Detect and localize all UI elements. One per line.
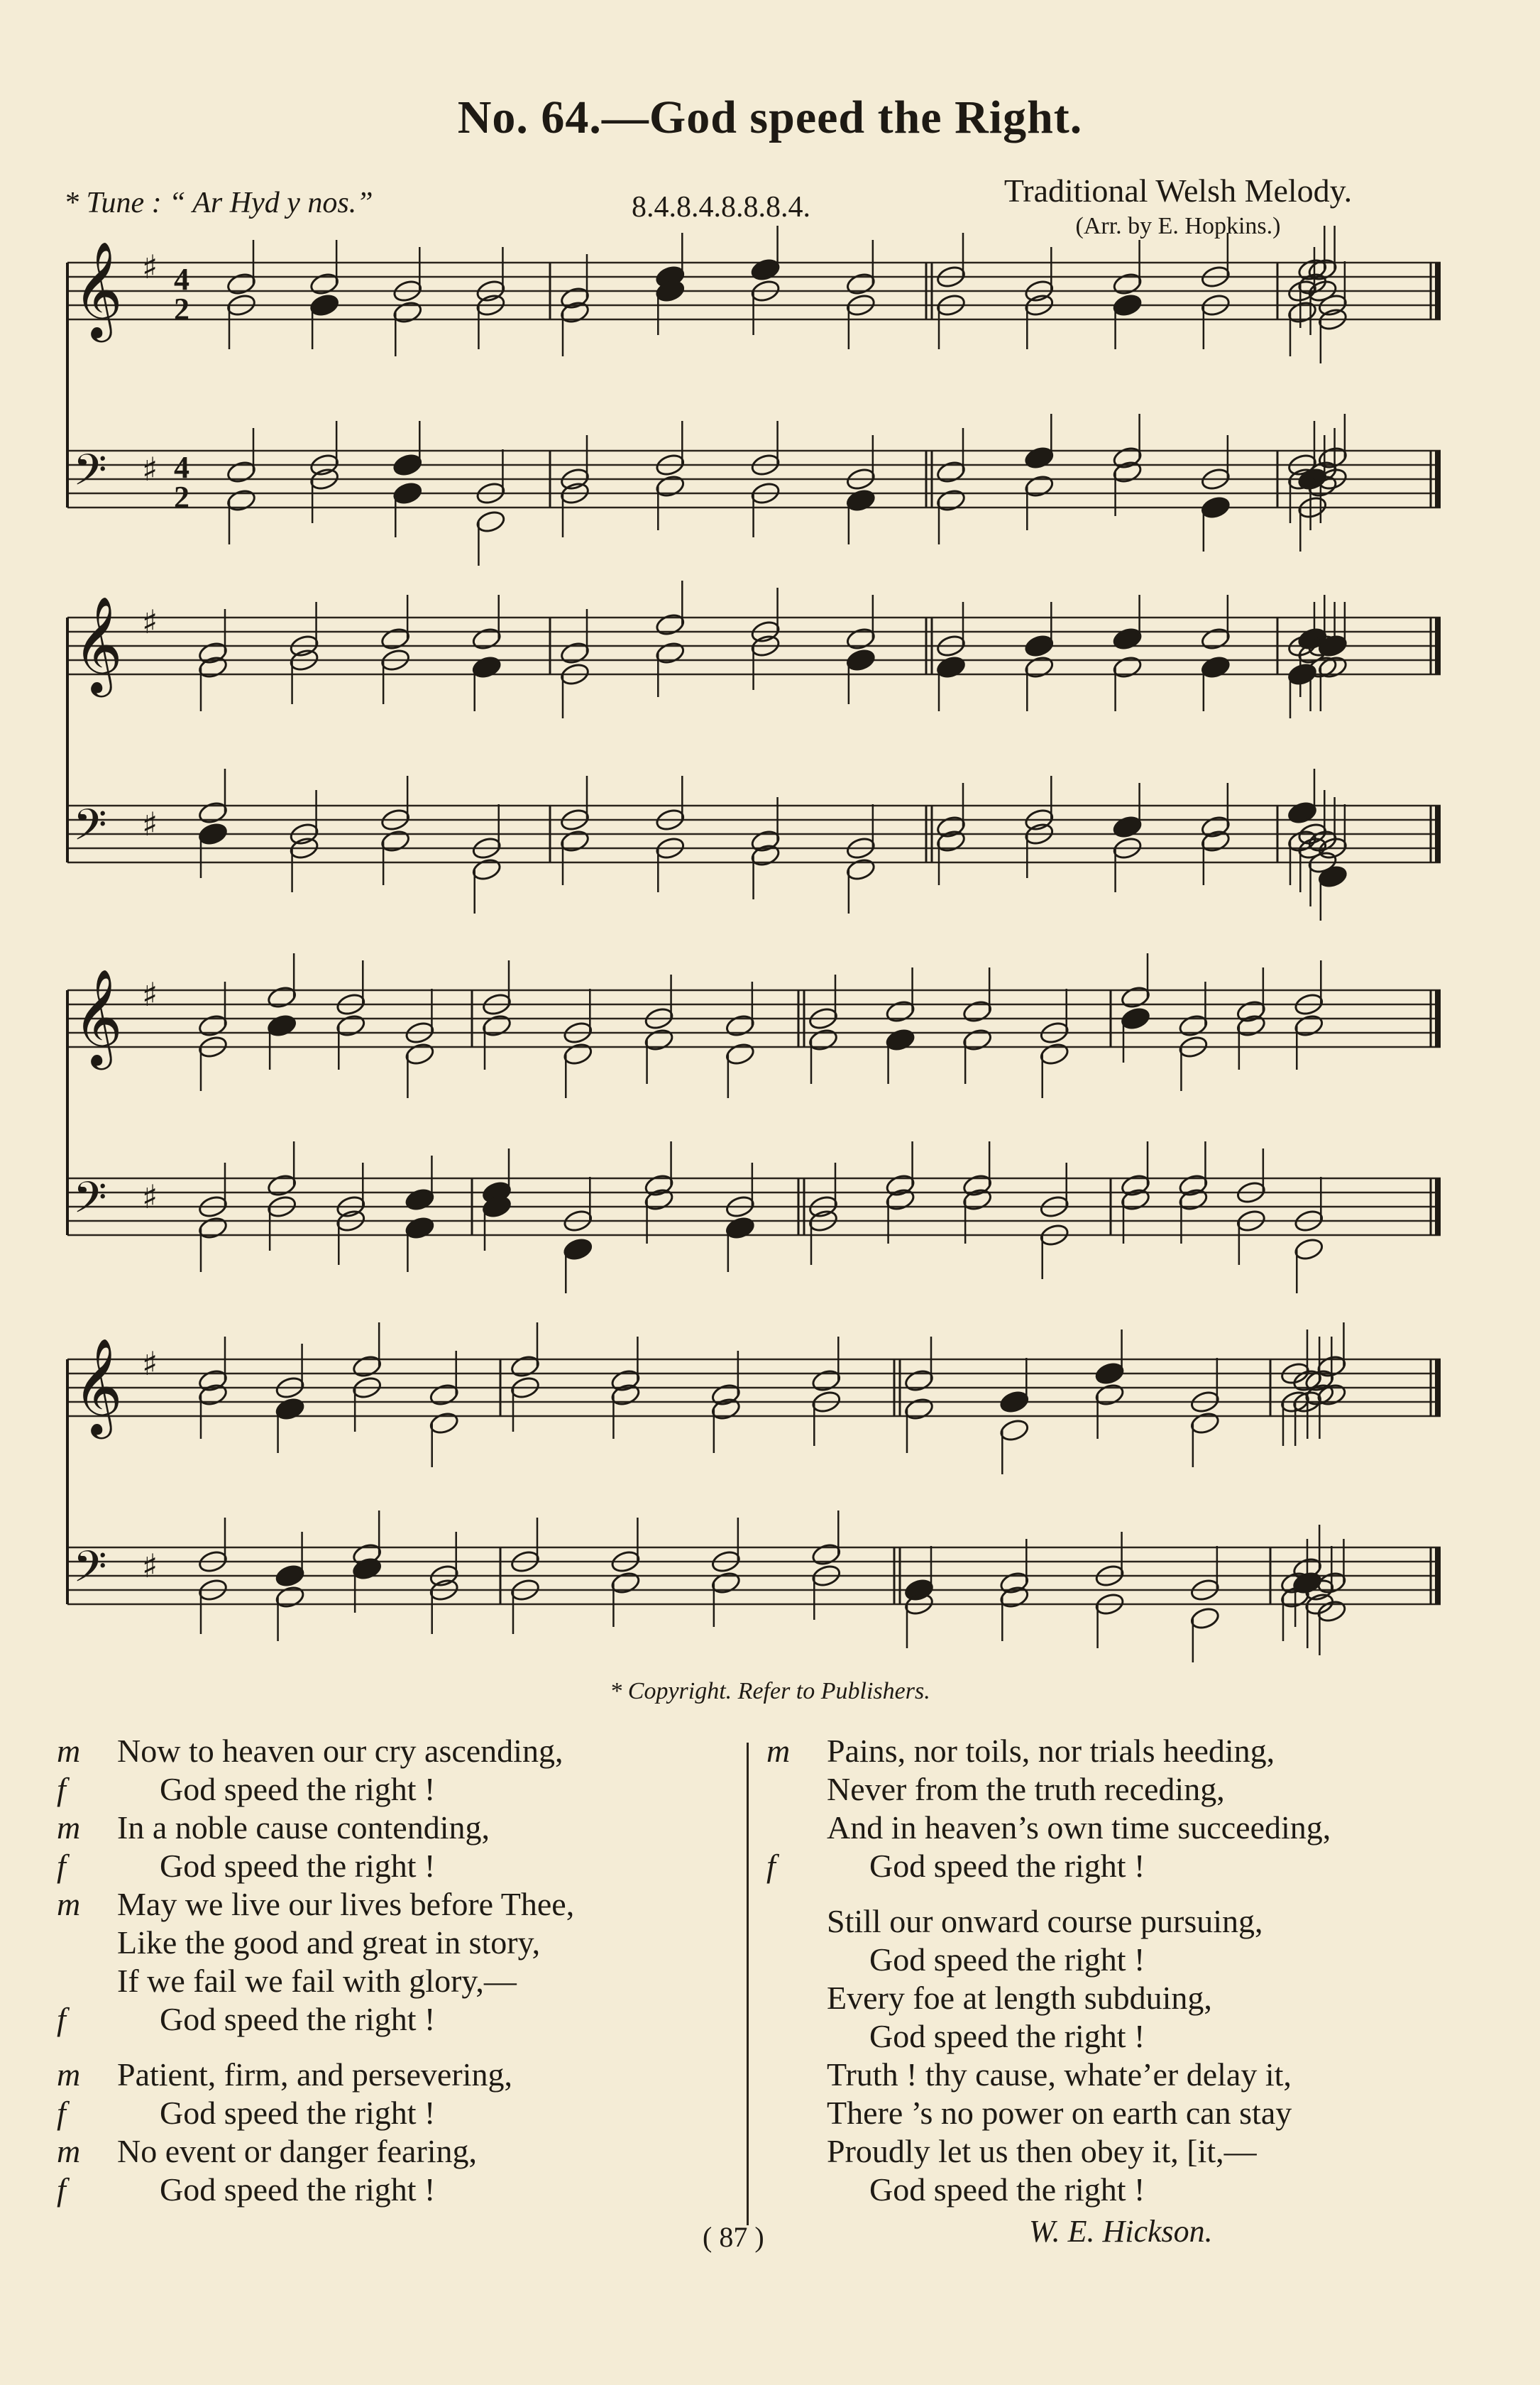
note-head <box>1023 654 1055 680</box>
note-head <box>710 1396 742 1422</box>
note-head <box>610 1368 641 1393</box>
note-head <box>1200 654 1231 680</box>
verse-line <box>766 2017 1483 2056</box>
verse-text: Now to heaven our cry ascending, <box>117 1733 563 1769</box>
note-head <box>335 1013 366 1038</box>
note-head <box>999 1584 1030 1610</box>
verse-line <box>766 2094 1483 2132</box>
note-head <box>1112 814 1143 840</box>
verse-text: God speed the right ! <box>869 1941 1145 1978</box>
note-head <box>1039 1041 1070 1067</box>
note-head <box>810 1368 842 1393</box>
note-head <box>999 1389 1030 1415</box>
verse-column-right <box>766 1732 1483 2209</box>
final-barline-thick <box>1435 263 1441 319</box>
dynamic-mark: f <box>57 2171 66 2208</box>
note-head <box>1112 271 1143 297</box>
final-barline-thick <box>1435 806 1441 862</box>
treble-clef: 𝄞 <box>73 595 123 693</box>
note-head <box>1023 633 1055 659</box>
note-head <box>1023 445 1055 471</box>
verse-line <box>57 2094 752 2132</box>
note-head <box>1316 1599 1347 1624</box>
verse-text: Every foe at length subduing, <box>827 1980 1212 2016</box>
verse-line <box>766 2132 1483 2171</box>
verse-line <box>766 1809 1483 1847</box>
time-signature-top: 4 <box>174 262 189 297</box>
dynamic-mark: f <box>57 1771 66 1807</box>
verse-text: Truth ! thy cause, whate’er delay it, <box>827 2056 1292 2093</box>
note-head <box>309 292 340 318</box>
verse-line <box>57 2171 752 2209</box>
note-head <box>710 1570 742 1596</box>
note-head <box>510 1354 541 1379</box>
note-head <box>845 857 876 882</box>
note-head <box>1177 1187 1209 1212</box>
bass-clef: 𝄢 <box>73 1542 107 1603</box>
verse-text: Patient, firm, and persevering, <box>117 2056 512 2093</box>
note-head <box>1120 1187 1151 1212</box>
verse-line <box>766 1847 1483 1885</box>
note-head <box>1287 300 1318 325</box>
note-head <box>429 1382 460 1408</box>
note-head <box>351 1556 383 1581</box>
note-head <box>380 626 411 652</box>
note-head <box>1177 1013 1209 1038</box>
note-head <box>1023 473 1055 499</box>
verse-line <box>57 2132 752 2171</box>
treble-clef: 𝄞 <box>73 1337 123 1435</box>
final-barline-thick <box>1435 1359 1441 1416</box>
note-head <box>810 1542 842 1567</box>
sharp-sign: ♯ <box>142 1344 158 1383</box>
note-head <box>935 488 967 513</box>
note-head <box>644 1173 675 1198</box>
note-head <box>197 1013 229 1038</box>
note-head <box>1112 292 1143 318</box>
note-head <box>1112 445 1143 471</box>
page-number: ( 87 ) <box>703 2221 764 2253</box>
note-head <box>845 271 876 297</box>
verse-line <box>766 1770 1483 1809</box>
verse-text: If we fail we fail with glory,— <box>117 1963 517 1999</box>
note-head <box>1200 495 1231 520</box>
sharp-sign: ♯ <box>142 603 158 641</box>
arranger: (Arr. by E. Hopkins.) <box>1075 213 1281 239</box>
note-head <box>1236 1013 1267 1038</box>
note-head <box>610 1382 641 1408</box>
note-head <box>197 1215 229 1241</box>
note-head <box>962 1187 993 1212</box>
bass-clef: 𝄢 <box>73 1173 107 1234</box>
note-head <box>1200 626 1231 652</box>
verse-line <box>57 1885 752 1924</box>
note-head <box>226 459 257 485</box>
note-head <box>197 1382 229 1408</box>
verse-line <box>57 2000 752 2039</box>
note-head <box>903 1396 935 1422</box>
note-head <box>885 1187 916 1212</box>
dynamic-mark: f <box>57 1848 66 1884</box>
dynamic-mark: m <box>57 2133 81 2169</box>
verse-line <box>57 1962 752 2000</box>
note-head <box>1200 828 1231 854</box>
bass-clef: 𝄢 <box>73 445 107 506</box>
note-head <box>725 1215 756 1241</box>
verse-text: And in heaven’s own time succeeding, <box>827 1809 1331 1846</box>
verse-text: No event or danger fearing, <box>117 2133 478 2169</box>
treble-clef: 𝄞 <box>73 967 123 1065</box>
copyright-footnote: * Copyright. Refer to Publishers. <box>610 1678 930 1704</box>
note-head <box>644 1187 675 1212</box>
verse-column-left <box>57 1732 752 2209</box>
note-head <box>559 300 590 325</box>
note-head <box>404 1215 435 1241</box>
note-head <box>1112 626 1143 652</box>
note-head <box>471 857 502 882</box>
note-head <box>1293 1237 1324 1262</box>
note-head <box>962 1173 993 1198</box>
note-head <box>309 271 340 297</box>
verse-text: God speed the right ! <box>869 2018 1145 2054</box>
sharp-sign: ♯ <box>142 1178 158 1216</box>
note-head <box>1112 654 1143 680</box>
bass-clef: 𝄢 <box>73 800 107 861</box>
note-head <box>710 1382 742 1408</box>
verse-line <box>766 2171 1483 2209</box>
note-head <box>404 1187 435 1212</box>
sharp-sign: ♯ <box>142 248 158 286</box>
note-head <box>559 285 590 311</box>
note-head <box>654 612 686 637</box>
final-barline-thick <box>1435 990 1441 1047</box>
note-head <box>1200 814 1231 840</box>
verse-line <box>766 1902 1483 1941</box>
note-head <box>903 1577 935 1603</box>
note-head <box>226 488 257 513</box>
dynamic-mark: m <box>57 1886 81 1922</box>
verse-line <box>57 1847 752 1885</box>
final-barline-thick <box>1435 451 1441 508</box>
note-head <box>1293 1013 1324 1038</box>
verse-text: Pains, nor toils, nor trials heeding, <box>827 1733 1275 1769</box>
note-head <box>266 1013 297 1038</box>
verse-text: God speed the right ! <box>869 2171 1145 2208</box>
note-head <box>1317 864 1348 889</box>
dynamic-mark: m <box>57 1733 81 1769</box>
verse-text: Never from the truth receding, <box>827 1771 1225 1807</box>
note-head <box>808 1027 839 1053</box>
note-head <box>999 1570 1030 1596</box>
meter: 8.4.8.4.8.8.8.4. <box>632 191 810 224</box>
note-head <box>275 1396 306 1422</box>
verse-line <box>57 1809 752 1847</box>
note-head <box>392 481 423 506</box>
verse-text: May we live our lives before Thee, <box>117 1886 575 1922</box>
sharp-sign: ♯ <box>142 1547 158 1585</box>
verse-line <box>57 1924 752 1962</box>
time-signature-bottom: 2 <box>174 292 189 327</box>
verse-text: There ’s no power on earth can stay <box>827 2095 1292 2131</box>
note-head <box>845 626 876 652</box>
note-head <box>1094 1361 1126 1386</box>
note-head <box>197 821 229 847</box>
verse-line <box>57 1732 752 1770</box>
note-head <box>275 1584 306 1610</box>
note-head <box>562 1237 593 1262</box>
note-head <box>1189 1410 1221 1436</box>
sharp-sign: ♯ <box>142 805 158 843</box>
verse-text: God speed the right ! <box>160 1848 436 1884</box>
stanza-gap <box>766 1885 1483 1902</box>
note-head <box>559 828 590 854</box>
note-head <box>1120 1006 1151 1031</box>
verse-text: God speed the right ! <box>869 1848 1145 1884</box>
note-head <box>725 1013 756 1038</box>
note-head <box>644 1027 675 1053</box>
treble-clef: 𝄞 <box>73 240 123 338</box>
note-head <box>999 1418 1030 1443</box>
verse-text: God speed the right ! <box>160 1771 436 1807</box>
note-head <box>935 814 967 840</box>
note-head <box>197 800 229 826</box>
verse-line <box>57 2056 752 2094</box>
note-head <box>475 509 506 534</box>
note-head <box>885 1173 916 1198</box>
note-head <box>935 654 967 680</box>
note-head <box>962 1027 993 1053</box>
note-head <box>1236 999 1267 1024</box>
note-head <box>1120 985 1151 1010</box>
note-head <box>1094 1382 1126 1408</box>
note-head <box>1189 1606 1221 1631</box>
note-head <box>429 1410 460 1436</box>
note-head <box>962 999 993 1024</box>
stanza-gap <box>57 2039 752 2056</box>
note-head <box>351 1354 383 1379</box>
note-head <box>845 488 876 513</box>
verse-line <box>766 1732 1483 1770</box>
final-barline-thick <box>1435 618 1441 674</box>
note-head <box>654 473 686 499</box>
note-head <box>654 640 686 666</box>
verse-text: Still our onward course pursuing, <box>827 1903 1263 1939</box>
dynamic-mark: m <box>57 2056 81 2093</box>
verse-line <box>766 2056 1483 2094</box>
verse-text: God speed the right ! <box>160 2095 436 2131</box>
note-head <box>750 843 781 868</box>
note-head <box>226 271 257 297</box>
verse-line <box>57 1770 752 1809</box>
note-head <box>197 640 229 666</box>
note-head <box>266 1173 297 1198</box>
note-head <box>562 1041 593 1067</box>
note-head <box>610 1570 641 1596</box>
dynamic-mark: m <box>57 1809 81 1846</box>
verse-text: God speed the right ! <box>160 2171 436 2208</box>
note-head <box>197 1368 229 1393</box>
note-head <box>1112 459 1143 485</box>
tune-name: * Tune : “ Ar Hyd y nos.” <box>64 187 373 219</box>
note-head <box>845 647 876 673</box>
dynamic-mark: f <box>57 2095 66 2131</box>
verse-text: Like the good and great in story, <box>117 1924 541 1961</box>
note-head <box>471 654 502 680</box>
dynamic-mark: m <box>766 1733 791 1769</box>
note-head <box>404 1041 435 1067</box>
note-head <box>392 300 423 325</box>
note-head <box>1287 800 1318 826</box>
sharp-sign: ♯ <box>142 450 158 488</box>
note-head <box>559 640 590 666</box>
time-signature-top: 4 <box>174 450 189 485</box>
author: W. E. Hickson. <box>1029 2214 1213 2249</box>
note-head <box>725 1041 756 1067</box>
note-head <box>481 1013 512 1038</box>
note-head <box>1317 445 1348 471</box>
note-head <box>1177 1173 1209 1198</box>
column-divider <box>747 1743 749 2225</box>
dynamic-mark: f <box>57 2001 66 2037</box>
final-barline-thick <box>1435 1547 1441 1604</box>
note-head <box>275 1563 306 1589</box>
verse-text: God speed the right ! <box>160 2001 436 2037</box>
note-head <box>935 828 967 854</box>
note-head <box>392 452 423 478</box>
note-head <box>266 985 297 1010</box>
sharp-sign: ♯ <box>142 975 158 1014</box>
note-head <box>750 257 781 283</box>
verse-text: Proudly let us then obey it, [it,— <box>827 2133 1257 2169</box>
note-head <box>1120 1173 1151 1198</box>
time-signature-bottom: 2 <box>174 480 189 515</box>
note-head <box>935 459 967 485</box>
hymn-title: No. 64.—God speed the Right. <box>457 92 1083 143</box>
note-head <box>903 1368 935 1393</box>
dynamic-mark: f <box>766 1848 776 1884</box>
final-barline-thick <box>1435 1178 1441 1235</box>
note-head <box>197 654 229 680</box>
note-head <box>471 626 502 652</box>
note-head <box>885 999 916 1024</box>
note-head <box>885 1027 916 1053</box>
composer: Traditional Welsh Melody. <box>1003 172 1353 209</box>
verse-line <box>766 1941 1483 1979</box>
verse-line <box>766 1979 1483 2017</box>
verse-text: In a noble cause contending, <box>117 1809 490 1846</box>
note-head <box>750 828 781 854</box>
note-head <box>380 828 411 854</box>
